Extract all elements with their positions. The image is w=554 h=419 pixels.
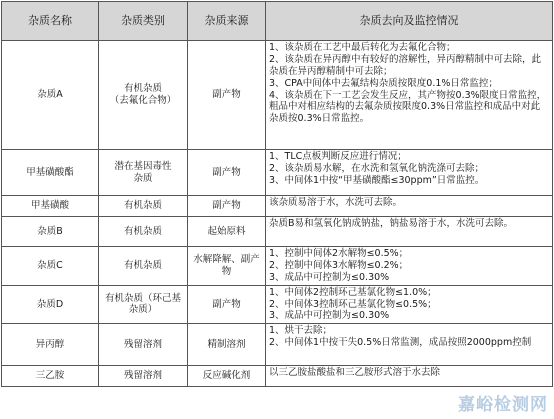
impurity-name-cell: 杂质C bbox=[2, 247, 99, 286]
monitoring-line: 2、中间体1中按干失0.5%日常监测，成品按照2000ppm控制 bbox=[269, 337, 532, 349]
monitoring-line: 1、烘干去除； bbox=[269, 325, 333, 337]
monitoring-line: 该杂质易溶于水，水洗可去除。 bbox=[269, 197, 403, 208]
category-line: 有机杂质（环己基杂质） bbox=[104, 292, 181, 316]
monitoring-line: 3、CPA中间体中去氟结构杂质按限度0.1%日常监控； bbox=[269, 77, 498, 89]
impurity-source-cell: 精制溶剂 bbox=[188, 324, 266, 366]
table-row bbox=[2, 366, 553, 387]
impurity-source-cell: 副产物 bbox=[188, 150, 266, 196]
table-row bbox=[2, 196, 553, 217]
monitoring-line: 2、中间体3控制环己基氯化物≤0.5%； bbox=[269, 298, 437, 310]
impurity-source-cell: 起始原料 bbox=[188, 217, 266, 247]
impurity-category-cell bbox=[99, 324, 188, 366]
table-row bbox=[2, 41, 553, 150]
category-line: 潜在基因毒性 bbox=[114, 160, 172, 172]
category-line: （去氟化合物） bbox=[109, 95, 177, 106]
impurity-source-cell: 副产物 bbox=[188, 41, 266, 150]
impurity-name-cell: 甲基磺酸酯 bbox=[2, 150, 99, 196]
monitoring-line: 1、该杂质在工艺中最后转化为去氟化合物； bbox=[269, 42, 456, 53]
monitoring-line: 4、该杂质在下一工艺会发生反应，其产物按0.3%限度日常监控，粗品中对相应结构的去氟杂质按限度0.3%日常监控和成品中对此杂质按0.3%日常监控。 bbox=[269, 89, 547, 125]
impurity-category-cell bbox=[99, 366, 188, 387]
watermark: 嘉峪检测网 bbox=[458, 395, 548, 415]
fate-monitoring-cell bbox=[266, 41, 553, 150]
fate-monitoring-cell bbox=[266, 285, 553, 324]
monitoring-line: 2、控制中间体3水解物≤0.2%； bbox=[269, 259, 409, 271]
impurity-category-cell bbox=[99, 150, 188, 196]
impurity-category-cell bbox=[99, 285, 188, 324]
monitoring-line: 3、中间体1中按“甲基磺酸酯≤30ppm”日常监控。 bbox=[269, 174, 485, 186]
fate-monitoring-cell bbox=[266, 150, 553, 196]
table-row bbox=[2, 217, 553, 247]
category-line: 残留溶剂 bbox=[123, 370, 162, 382]
category-line: 有机杂质 bbox=[123, 200, 162, 212]
header-impurity-source: 杂质来源 bbox=[188, 2, 266, 41]
header-fate-and-monitoring: 杂质去向及监控情况 bbox=[266, 2, 553, 41]
fate-monitoring-cell bbox=[266, 324, 553, 366]
impurity-name-cell: 杂质D bbox=[2, 285, 99, 324]
impurity-name-cell: 异丙醇 bbox=[2, 324, 99, 366]
monitoring-line: 以三乙胺盐酸盐和三乙胺形式溶于水去除 bbox=[269, 367, 441, 379]
monitoring-line: 3、成品中可控制为≤0.30% bbox=[269, 271, 390, 283]
impurity-category-cell bbox=[99, 217, 188, 247]
category-line: 残留溶剂 bbox=[123, 338, 162, 350]
impurity-category-cell bbox=[99, 247, 188, 286]
header-impurity-name: 杂质名称 bbox=[2, 2, 99, 41]
table-row bbox=[2, 247, 553, 286]
monitoring-line: 2、该杂质在异丙醇中有较好的溶解性，异丙醇精制中可去除，此杂质在异丙醇精制中可去除； bbox=[269, 53, 542, 77]
fate-monitoring-cell bbox=[266, 366, 553, 387]
table-header-row bbox=[2, 2, 553, 41]
table-row bbox=[2, 285, 553, 324]
monitoring-line: 1、控制中间体2水解物≤0.5%； bbox=[269, 248, 409, 259]
impurity-category-cell bbox=[99, 196, 188, 217]
fate-monitoring-cell bbox=[266, 247, 553, 286]
impurity-name-cell: 甲基磺酸 bbox=[2, 196, 99, 217]
impurity-name-cell: 三乙胺 bbox=[2, 366, 99, 387]
impurity-table bbox=[1, 1, 553, 387]
impurity-category-cell bbox=[99, 41, 188, 150]
category-line: 杂质 bbox=[133, 172, 153, 184]
monitoring-line: 杂质B易和氢氧化钠成钠盐，钠盐易溶于水，水洗可去除。 bbox=[269, 218, 514, 229]
impurity-name-cell: 杂质A bbox=[2, 41, 99, 150]
impurity-name-cell: 杂质B bbox=[2, 217, 99, 247]
table-row bbox=[2, 150, 553, 196]
impurity-source-cell: 反应碱化剂 bbox=[188, 366, 266, 387]
monitoring-line: 2、该杂质易水解，在水洗和氢氧化钠洗涤可去除； bbox=[269, 162, 485, 174]
monitoring-line: 1、TLC点板判断反应进行情况； bbox=[269, 151, 407, 162]
header-impurity-category: 杂质类别 bbox=[99, 2, 188, 41]
impurity-source-cell: 副产物 bbox=[188, 196, 266, 217]
monitoring-line: 1、中间体2控制环己基氯化物≤1.0%； bbox=[269, 286, 437, 298]
impurity-source-cell: 副产物 bbox=[188, 285, 266, 324]
table-row bbox=[2, 324, 553, 366]
impurity-source-cell: 水解降解、副产物 bbox=[188, 247, 266, 286]
category-line: 有机杂质 bbox=[123, 225, 162, 237]
fate-monitoring-cell bbox=[266, 196, 553, 217]
monitoring-line: 3、成品中可控制为≤0.30% bbox=[269, 310, 390, 322]
category-line: 有机杂质 bbox=[123, 259, 162, 271]
category-line: 有机杂质 bbox=[123, 83, 162, 95]
fate-monitoring-cell bbox=[266, 217, 553, 247]
